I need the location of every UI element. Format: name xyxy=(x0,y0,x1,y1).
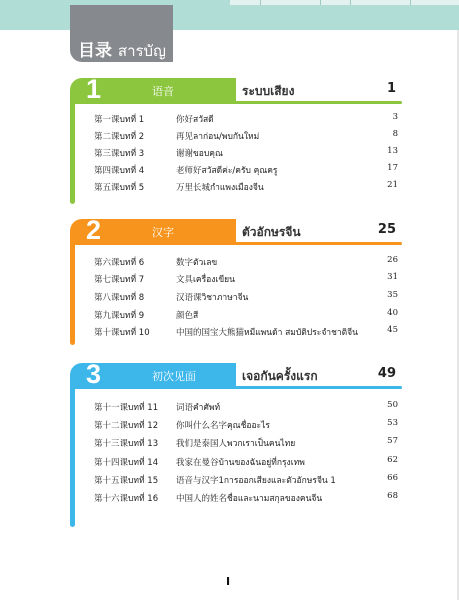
entry-page: 66 xyxy=(387,473,398,483)
entry-page: 26 xyxy=(387,255,398,265)
entry-lesson: 第六课บทที่ 6 xyxy=(94,258,145,268)
section-body xyxy=(70,104,402,204)
entry-lesson: 第十三课บทที่ 13 xyxy=(94,439,159,449)
entry-title: 万里长城กำแพงเมืองจีน xyxy=(176,183,264,193)
entry-title: 词语คำศัพท์ xyxy=(176,403,221,413)
entry-page: 31 xyxy=(387,272,398,282)
section-page: 25 xyxy=(377,222,396,237)
section-title-cn: 语音 xyxy=(152,85,174,98)
section-title-th: ระบบเสียง xyxy=(242,84,295,98)
section-page: 49 xyxy=(377,366,396,381)
entry-title: 谢谢ขอบคุณ xyxy=(176,149,223,159)
toc-entry[interactable] xyxy=(94,112,398,126)
section-header[interactable] xyxy=(70,215,402,245)
entry-page: 13 xyxy=(387,146,398,156)
toc-entry[interactable] xyxy=(94,163,398,177)
entry-page: 21 xyxy=(387,180,398,190)
entry-title: 中国人的姓名ชื่อและนามสกุลของคนจีน xyxy=(176,494,323,504)
toc-entry[interactable] xyxy=(94,473,398,487)
section-title-cn: 汉字 xyxy=(152,226,174,239)
entry-lesson: 第四课บทที่ 4 xyxy=(94,166,145,176)
entry-page: 57 xyxy=(387,436,398,446)
toc-entry[interactable] xyxy=(94,400,398,414)
entry-lesson: 第十五课บทที่ 15 xyxy=(94,476,159,486)
toc-entry[interactable] xyxy=(94,455,398,469)
toc-entry[interactable] xyxy=(94,146,398,160)
entry-page: 68 xyxy=(387,491,398,501)
toc-entry[interactable] xyxy=(94,325,398,339)
section-body xyxy=(70,389,402,527)
entry-lesson: 第十四课บทที่ 14 xyxy=(94,458,159,468)
entry-lesson: 第五课บทที่ 5 xyxy=(94,183,145,193)
entry-title: 我家在曼谷บ้านของฉันอยู่ที่กรุงเทพ xyxy=(176,458,305,468)
section-number: 1 xyxy=(86,74,102,104)
page-folio: I xyxy=(226,575,231,588)
toc-entry[interactable] xyxy=(94,308,398,322)
entry-lesson: 第十二课บทที่ 12 xyxy=(94,421,159,431)
section-title-th: เจอกันครั้งแรก xyxy=(242,369,318,383)
section-body xyxy=(70,245,402,345)
entry-title: 老师好สวัสดีค่ะ/ครับ คุณครู xyxy=(176,166,278,176)
section-number: 2 xyxy=(86,215,102,245)
entry-lesson: 第一课บทที่ 1 xyxy=(94,115,145,125)
entry-page: 50 xyxy=(387,400,398,410)
entry-page: 35 xyxy=(387,290,398,300)
entry-title: 语音与汉字1การออกเสียงและตัวอักษรจีน 1 xyxy=(176,476,336,486)
toc-entry[interactable] xyxy=(94,180,398,194)
page-title-th: สารบัญ xyxy=(117,42,166,60)
section-number: 3 xyxy=(86,359,102,389)
entry-lesson: 第十六课บทที่ 16 xyxy=(94,494,159,504)
section-header[interactable] xyxy=(70,359,402,389)
toc-entry[interactable] xyxy=(94,272,398,286)
entry-page: 45 xyxy=(387,325,398,335)
toc-entry[interactable] xyxy=(94,491,398,505)
toc-entry[interactable] xyxy=(94,255,398,269)
section-title-th: ตัวอักษรจีน xyxy=(242,225,301,239)
section-side-bar xyxy=(70,389,75,527)
entry-page: 3 xyxy=(392,112,398,122)
entry-lesson: 第十一课บทที่ 11 xyxy=(94,403,159,413)
entry-lesson: 第十课บทที่ 10 xyxy=(94,328,150,338)
entry-title: 你叫什么名字คุณชื่ออะไร xyxy=(176,421,270,431)
entry-lesson: 第二课บทที่ 2 xyxy=(94,132,145,142)
section-header[interactable] xyxy=(70,74,402,104)
entry-page: 8 xyxy=(392,129,398,139)
section-1 xyxy=(70,74,402,204)
entry-page: 62 xyxy=(387,455,398,465)
entry-lesson: 第八课บทที่ 8 xyxy=(94,293,145,303)
toc-entry[interactable] xyxy=(94,436,398,450)
page-title-cn: 目录 xyxy=(78,41,112,61)
section-title-cn: 初次见面 xyxy=(152,370,196,383)
entry-title: 数字ตัวเลข xyxy=(176,258,218,268)
entry-page: 53 xyxy=(387,418,398,428)
entry-title: 你好สวัสดี xyxy=(176,115,214,125)
section-3 xyxy=(70,359,402,527)
top-ruler-strip xyxy=(230,0,459,5)
section-side-bar xyxy=(70,245,75,345)
entry-title: 再见ลาก่อน/พบกันใหม่ xyxy=(176,132,260,142)
entry-lesson: 第九课บทที่ 9 xyxy=(94,311,145,321)
toc-entry[interactable] xyxy=(94,290,398,304)
entry-title: 文具เครื่องเขียน xyxy=(176,275,235,285)
entry-title: 汉语课วิชาภาษาจีน xyxy=(176,293,249,303)
entry-page: 17 xyxy=(387,163,398,173)
toc-entry[interactable] xyxy=(94,418,398,432)
entry-lesson: 第三课บทที่ 3 xyxy=(94,149,145,159)
toc-entry[interactable] xyxy=(94,129,398,143)
entry-lesson: 第七课บทที่ 7 xyxy=(94,275,145,285)
section-page: 1 xyxy=(386,81,396,96)
section-2 xyxy=(70,215,402,345)
section-side-bar xyxy=(70,104,75,204)
page-title xyxy=(78,36,166,63)
entry-title: 中国的国宝大熊猫หมีแพนด้า สมบัติประจำชาติจีน xyxy=(176,328,358,338)
entry-title: 颜色สี xyxy=(176,311,199,321)
entry-title: 我们是泰国人พวกเราเป็นคนไทย xyxy=(176,439,296,449)
entry-page: 40 xyxy=(387,308,398,318)
